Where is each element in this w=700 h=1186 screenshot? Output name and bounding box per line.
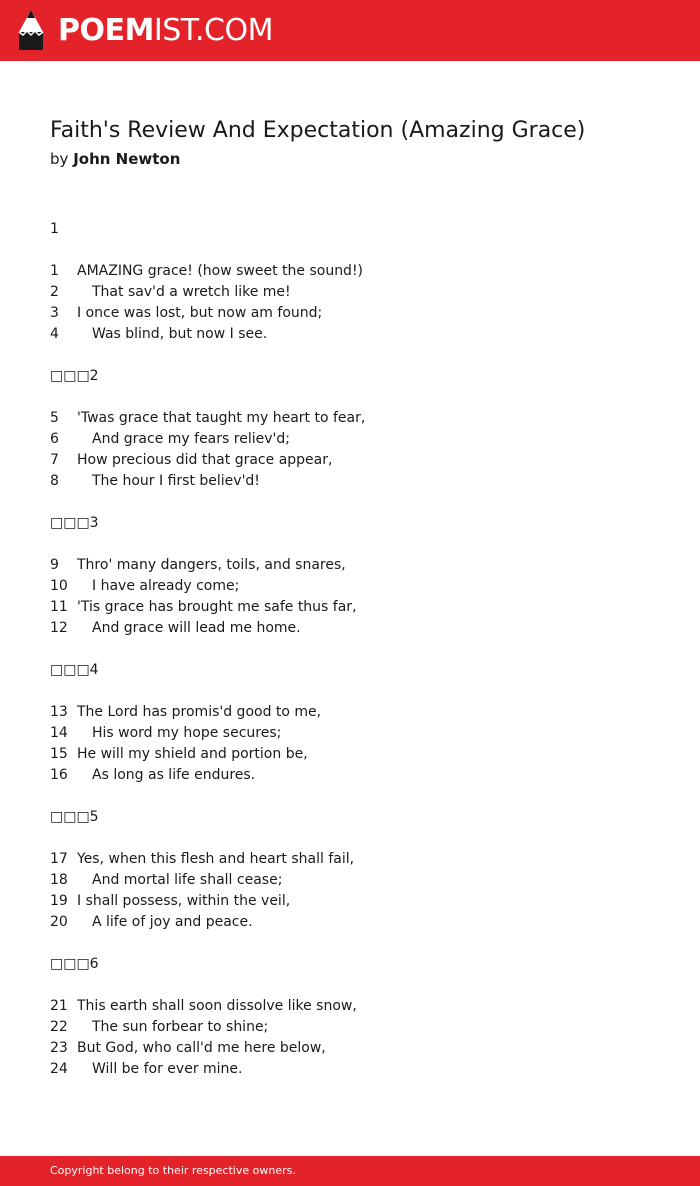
line-number: 21: [50, 998, 68, 1014]
stanza-spacer: [50, 387, 365, 408]
line-number: 3: [50, 305, 59, 321]
logo-wordmark-light: IST.COM: [153, 13, 273, 48]
line-number: 10: [50, 578, 68, 594]
poem-line: [50, 765, 365, 786]
stanza-spacer: [50, 639, 365, 660]
line-number: 2: [50, 284, 59, 300]
poem-line: [50, 1059, 365, 1080]
line-number: 14: [50, 725, 68, 741]
line-number: 13: [50, 704, 68, 720]
poem-line: [50, 849, 365, 870]
line-number: 11: [50, 599, 68, 615]
line-text: Will be for ever mine.: [92, 1061, 243, 1077]
line-number: 9: [50, 557, 59, 573]
line-text: I have already come;: [92, 578, 240, 594]
line-number: 1: [50, 263, 59, 279]
line-text: As long as life endures.: [92, 767, 256, 783]
line-number: 5: [50, 410, 59, 426]
poem-line: [50, 1017, 365, 1038]
site-footer: [0, 1156, 700, 1186]
stanza-heading: 1: [50, 221, 59, 237]
line-text: AMAZING grace! (how sweet the sound!): [77, 263, 364, 279]
line-number: 15: [50, 746, 68, 762]
line-text: And grace will lead me home.: [92, 620, 301, 636]
line-text: The hour I first believ'd!: [92, 473, 260, 489]
poem-line: [50, 324, 365, 345]
poem-line: [50, 744, 365, 765]
poem-line: [50, 555, 365, 576]
line-number: 22: [50, 1019, 68, 1035]
poem-line: [50, 912, 365, 933]
line-number: 19: [50, 893, 68, 909]
line-number: 20: [50, 914, 68, 930]
logo-wordmark-bold: POEM: [58, 13, 154, 48]
poem-line: [50, 471, 365, 492]
site-header: [0, 0, 700, 61]
stanza-spacer: [50, 975, 365, 996]
poem-line: [50, 870, 365, 891]
poem-line: [50, 261, 365, 282]
line-number: 7: [50, 452, 59, 468]
line-text: 'Twas grace that taught my heart to fear,: [77, 410, 366, 426]
line-number: 23: [50, 1040, 68, 1056]
line-text: I once was lost, but now am found;: [77, 305, 323, 321]
poem-line: [50, 618, 365, 639]
stanza-spacer: [50, 534, 365, 555]
stanza-spacer: [50, 786, 365, 807]
stanza-heading: □□□2: [50, 368, 99, 384]
poem-line: [50, 1038, 365, 1059]
poem-body: [50, 219, 365, 1080]
line-text: The sun forbear to shine;: [92, 1019, 269, 1035]
stanza-heading: □□□3: [50, 515, 99, 531]
poem-line: [50, 723, 365, 744]
line-text: Yes, when this flesh and heart shall fail,: [77, 851, 355, 867]
poem-title: Faith's Review And Expectation (Amazing Grace): [50, 118, 586, 143]
poem-line: [50, 597, 365, 618]
site-logo[interactable]: [18, 10, 273, 52]
line-text: How precious did that grace appear,: [77, 452, 333, 468]
line-number: 16: [50, 767, 68, 783]
pencil-icon: [18, 10, 44, 52]
poem-line: [50, 408, 365, 429]
line-text: This earth shall soon dissolve like snow,: [77, 998, 357, 1014]
line-text: The Lord has promis'd good to me,: [77, 704, 322, 720]
line-number: 6: [50, 431, 59, 447]
line-number: 24: [50, 1061, 68, 1077]
line-number: 4: [50, 326, 59, 342]
poem-line: [50, 282, 365, 303]
poem-line: [50, 576, 365, 597]
stanza-heading: □□□6: [50, 956, 99, 972]
stanza-spacer: [50, 492, 365, 513]
stanza-spacer: [50, 345, 365, 366]
line-text: His word my hope secures;: [92, 725, 282, 741]
author-link[interactable]: John Newton: [73, 150, 181, 168]
poem-line: [50, 702, 365, 723]
stanza-spacer: [50, 933, 365, 954]
stanza-spacer: [50, 681, 365, 702]
line-text: That sav'd a wretch like me!: [92, 284, 291, 300]
poem-line: [50, 996, 365, 1017]
poem-byline: [50, 148, 180, 170]
logo-wordmark: [58, 11, 273, 51]
line-text: But God, who call'd me here below,: [77, 1040, 326, 1056]
line-number: 12: [50, 620, 68, 636]
line-number: 18: [50, 872, 68, 888]
poem-line: [50, 891, 365, 912]
poem-line: [50, 429, 365, 450]
poem-line: [50, 303, 365, 324]
line-text: And mortal life shall cease;: [92, 872, 283, 888]
stanza-heading: □□□4: [50, 662, 99, 678]
byline-prefix: by: [50, 150, 69, 168]
line-text: I shall possess, within the veil,: [77, 893, 291, 909]
stanza-heading: □□□5: [50, 809, 99, 825]
stanza-spacer: [50, 240, 365, 261]
poem-line: [50, 450, 365, 471]
line-number: 8: [50, 473, 59, 489]
line-text: 'Tis grace has brought me safe thus far,: [77, 599, 357, 615]
line-text: And grace my fears reliev'd;: [92, 431, 290, 447]
line-number: 17: [50, 851, 68, 867]
copyright-notice: Copyright belong to their respective owners.: [50, 1164, 296, 1177]
line-text: He will my shield and portion be,: [77, 746, 308, 762]
line-text: Was blind, but now I see.: [92, 326, 268, 342]
line-text: Thro' many dangers, toils, and snares,: [77, 557, 346, 573]
line-text: A life of joy and peace.: [92, 914, 253, 930]
stanza-spacer: [50, 828, 365, 849]
